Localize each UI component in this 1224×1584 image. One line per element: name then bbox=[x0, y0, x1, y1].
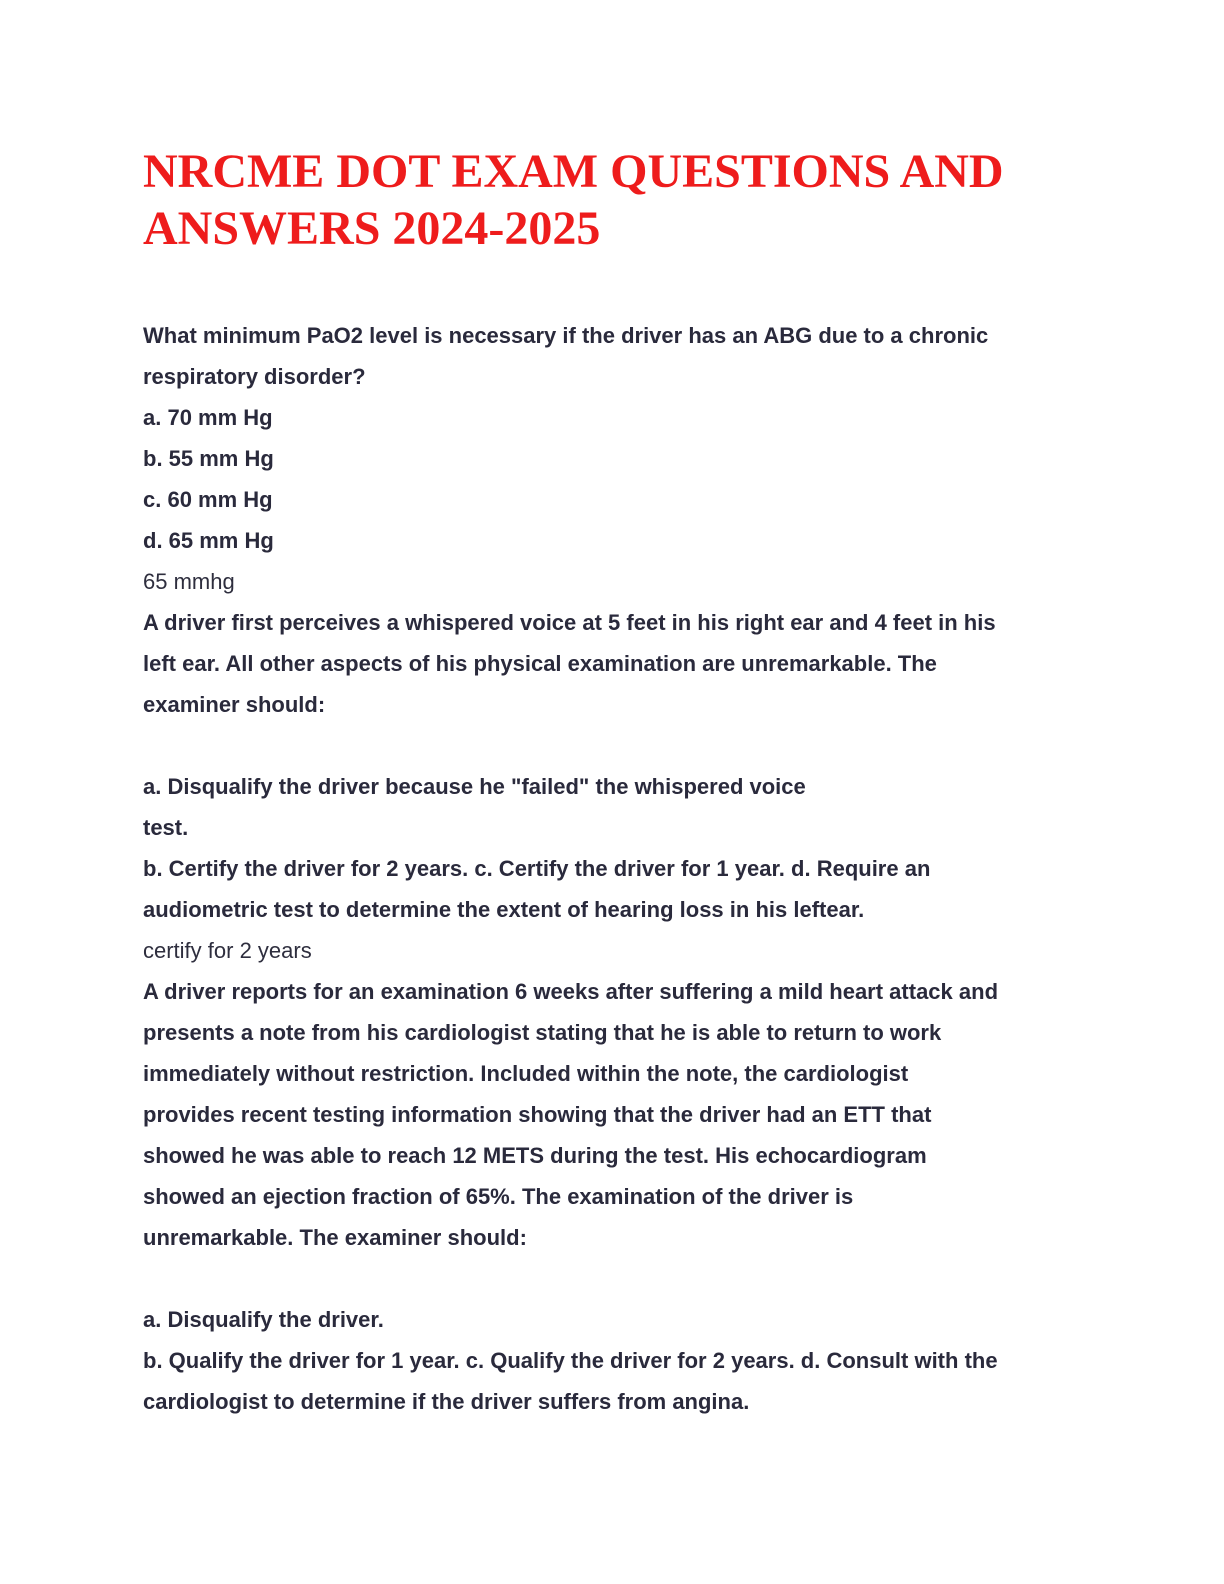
answer-option: b. Certify the driver for 2 years. c. Certify the driver for 1 year. d. Require an bbox=[143, 856, 931, 881]
question-text-line: examiner should: bbox=[143, 692, 326, 717]
title-line-1: NRCME DOT EXAM QUESTIONS AND bbox=[143, 145, 1004, 198]
question-block-2 bbox=[143, 602, 1103, 971]
document-title bbox=[143, 143, 1103, 257]
title-line-2: ANSWERS 2024-2025 bbox=[143, 202, 601, 255]
question-text-line: A driver reports for an examination 6 weeks after suffering a mild heart attack and bbox=[143, 979, 999, 1004]
answer-option: c. 60 mm Hg bbox=[143, 487, 273, 512]
answer-option: a. Disqualify the driver because he "failed" the whispered voice bbox=[143, 774, 806, 799]
answer-option: d. 65 mm Hg bbox=[143, 528, 274, 553]
correct-answer: certify for 2 years bbox=[143, 938, 312, 963]
answer-option: a. Disqualify the driver. bbox=[143, 1307, 384, 1332]
document-body bbox=[143, 315, 1103, 1422]
question-text-line: showed an ejection fraction of 65%. The examination of the driver is bbox=[143, 1184, 854, 1209]
question-text-line: showed he was able to reach 12 METS during the test. His echocardiogram bbox=[143, 1143, 927, 1168]
answer-option: audiometric test to determine the extent of hearing loss in his leftear. bbox=[143, 897, 865, 922]
answer-option: a. 70 mm Hg bbox=[143, 405, 273, 430]
question-block-1 bbox=[143, 315, 1103, 602]
question-text-line: left ear. All other aspects of his physical examination are unremarkable. The bbox=[143, 651, 937, 676]
question-block-3 bbox=[143, 971, 1103, 1422]
answer-option: cardiologist to determine if the driver suffers from angina. bbox=[143, 1389, 750, 1414]
answer-option: b. 55 mm Hg bbox=[143, 446, 274, 471]
blank-line bbox=[143, 725, 1103, 766]
correct-answer: 65 mmhg bbox=[143, 569, 235, 594]
answer-option: b. Qualify the driver for 1 year. c. Qualify the driver for 2 years. d. Consult with the bbox=[143, 1348, 998, 1373]
question-text-line: respiratory disorder? bbox=[143, 364, 366, 389]
question-text-line: A driver first perceives a whispered voice at 5 feet in his right ear and 4 feet in his bbox=[143, 610, 996, 635]
question-text-line: immediately without restriction. Included within the note, the cardiologist bbox=[143, 1061, 909, 1086]
blank-line bbox=[143, 1258, 1103, 1299]
question-text-line: unremarkable. The examiner should: bbox=[143, 1225, 527, 1250]
question-text-line: What minimum PaO2 level is necessary if the driver has an ABG due to a chronic bbox=[143, 323, 989, 348]
question-text-line: provides recent testing information showing that the driver had an ETT that bbox=[143, 1102, 932, 1127]
question-text-line: presents a note from his cardiologist stating that he is able to return to work bbox=[143, 1020, 942, 1045]
answer-option: test. bbox=[143, 815, 189, 840]
